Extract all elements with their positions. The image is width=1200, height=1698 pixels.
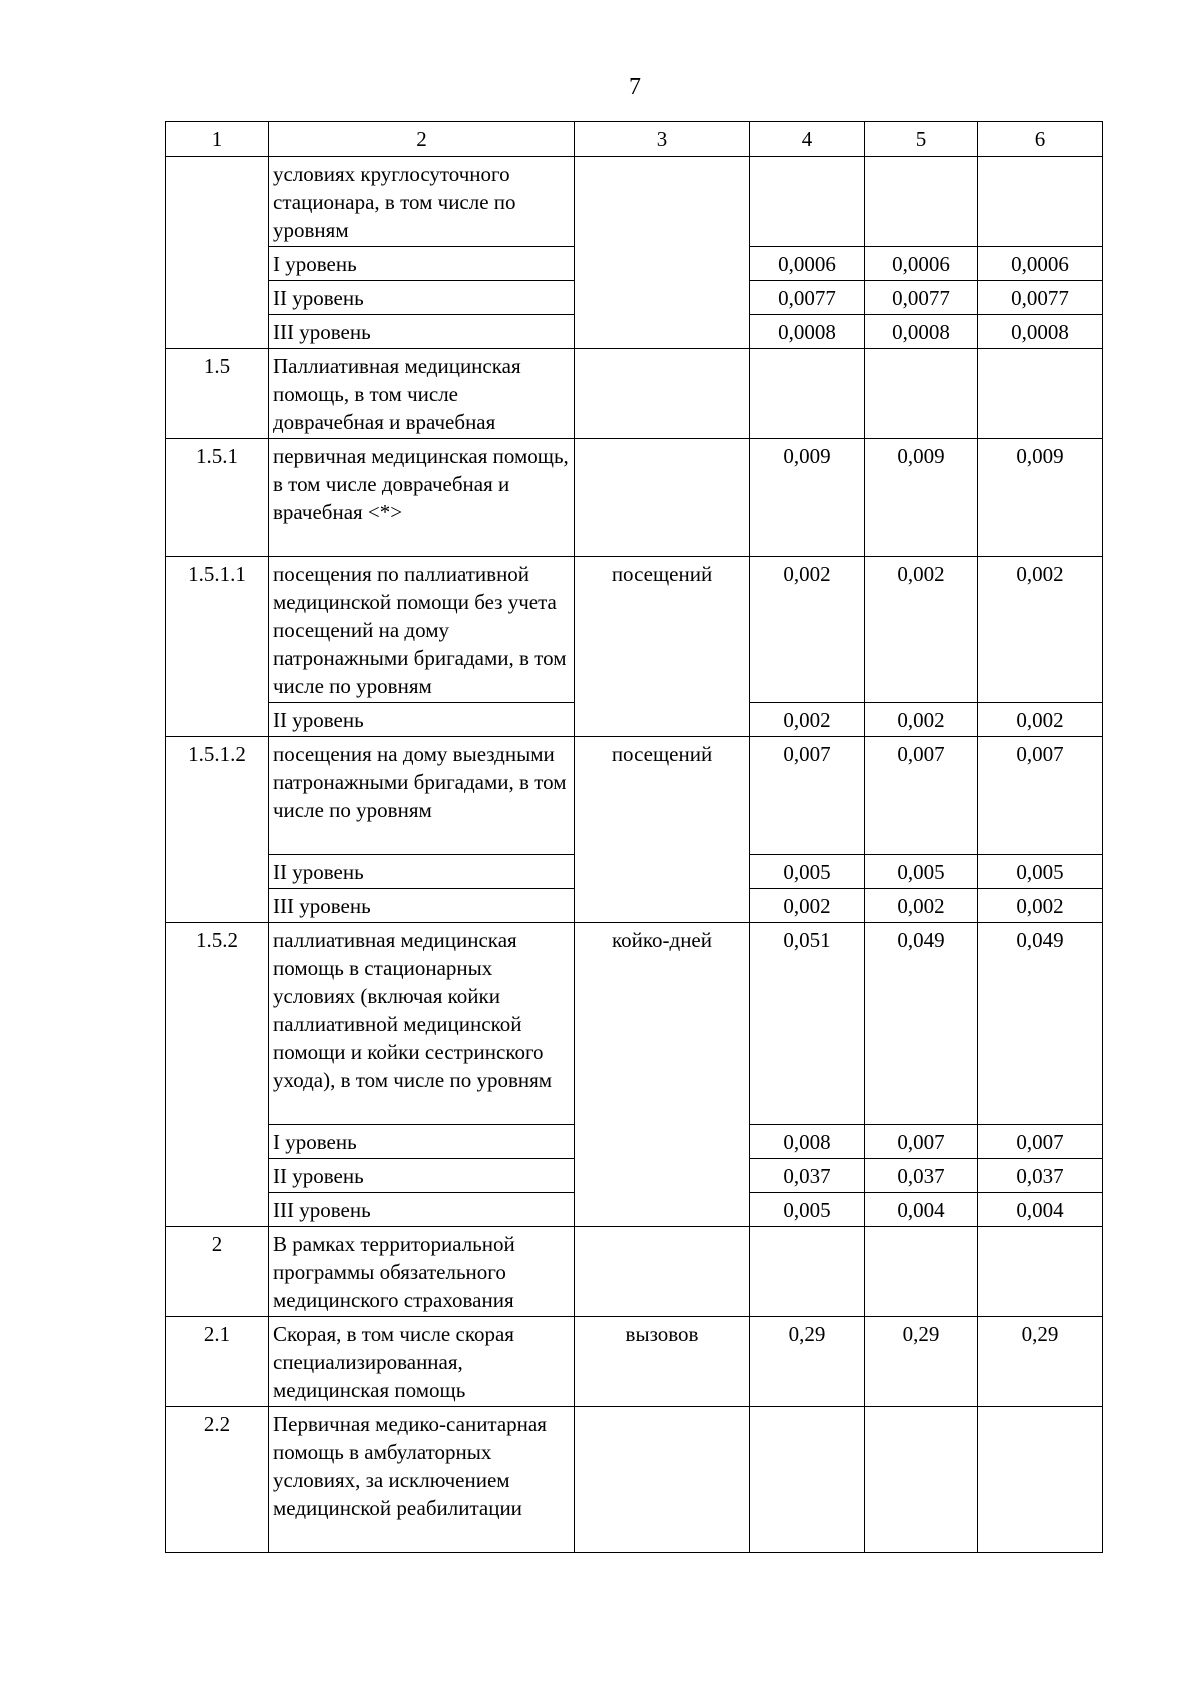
- row-number-cell: 1.5: [166, 349, 269, 439]
- value-col4: 0,002: [750, 557, 865, 703]
- value-col4: [750, 157, 865, 247]
- value-col4: [750, 1227, 865, 1317]
- value-col4: 0,005: [750, 1193, 865, 1227]
- value-col4: 0,051: [750, 923, 865, 1125]
- value-col6: 0,002: [978, 703, 1103, 737]
- row-unit: посещений: [575, 557, 750, 737]
- value-col4: 0,037: [750, 1159, 865, 1193]
- value-col4: 0,29: [750, 1317, 865, 1407]
- value-col6: 0,0077: [978, 281, 1103, 315]
- row-number-cell: [166, 157, 269, 349]
- value-col5: 0,0008: [865, 315, 978, 349]
- value-col4: 0,005: [750, 855, 865, 889]
- row-unit: вызовов: [575, 1317, 750, 1407]
- row-description: III уровень: [269, 315, 575, 349]
- value-col5: 0,007: [865, 1125, 978, 1159]
- row-number-cell: 2.2: [166, 1407, 269, 1553]
- table-header-row: [166, 122, 1103, 157]
- value-col6: 0,29: [978, 1317, 1103, 1407]
- value-col5: [865, 1227, 978, 1317]
- value-col5: 0,0077: [865, 281, 978, 315]
- value-col5: 0,004: [865, 1193, 978, 1227]
- row-number-cell: 1.5.1.2: [166, 737, 269, 923]
- value-col6: 0,005: [978, 855, 1103, 889]
- row-number-cell: 1.5.2: [166, 923, 269, 1227]
- row-description: II уровень: [269, 703, 575, 737]
- header-cell: 2: [269, 122, 575, 157]
- row-description: I уровень: [269, 1125, 575, 1159]
- value-col5: 0,049: [865, 923, 978, 1125]
- row-number-cell: 2.1: [166, 1317, 269, 1407]
- table-row: [166, 1317, 1103, 1407]
- value-col6: 0,0008: [978, 315, 1103, 349]
- value-col6: 0,004: [978, 1193, 1103, 1227]
- row-description: I уровень: [269, 247, 575, 281]
- row-description: Паллиативная медицинская помощь, в том числе доврачебная и врачебная: [269, 349, 575, 439]
- page-number: 7: [629, 74, 641, 100]
- value-col6: 0,049: [978, 923, 1103, 1125]
- row-description: условиях круглосуточного стационара, в том числе по уровням: [269, 157, 575, 247]
- value-col5: [865, 157, 978, 247]
- value-col6: 0,009: [978, 439, 1103, 557]
- row-description: II уровень: [269, 855, 575, 889]
- row-unit: [575, 349, 750, 439]
- header-cell: 6: [978, 122, 1103, 157]
- row-description: посещения на дому выездными патронажными бригадами, в том числе по уровням: [269, 737, 575, 855]
- value-col6: [978, 1227, 1103, 1317]
- value-col4: 0,009: [750, 439, 865, 557]
- value-col6: 0,007: [978, 737, 1103, 855]
- value-col6: 0,037: [978, 1159, 1103, 1193]
- table-row: [166, 157, 1103, 247]
- row-description: первичная медицинская помощь, в том числе доврачебная и врачебная <*>: [269, 439, 575, 557]
- value-col6: [978, 157, 1103, 247]
- value-col6: 0,002: [978, 889, 1103, 923]
- value-col4: 0,002: [750, 889, 865, 923]
- value-col4: [750, 1407, 865, 1553]
- row-unit: койко-дней: [575, 923, 750, 1227]
- row-unit: [575, 1407, 750, 1553]
- value-col5: 0,29: [865, 1317, 978, 1407]
- value-col6: [978, 349, 1103, 439]
- table-row: [166, 737, 1103, 855]
- row-unit: посещений: [575, 737, 750, 923]
- value-col4: 0,008: [750, 1125, 865, 1159]
- value-col5: 0,002: [865, 889, 978, 923]
- value-col5: 0,002: [865, 703, 978, 737]
- row-description: посещения по паллиативной медицинской помощи без учета посещений на дому патронажными бригадами, в том числе по уровням: [269, 557, 575, 703]
- header-cell: 5: [865, 122, 978, 157]
- value-col4: 0,002: [750, 703, 865, 737]
- row-unit: [575, 157, 750, 349]
- table-row: [166, 349, 1103, 439]
- value-col6: 0,0006: [978, 247, 1103, 281]
- row-number-cell: 1.5.1.1: [166, 557, 269, 737]
- table-row: [166, 923, 1103, 1125]
- row-unit: [575, 439, 750, 557]
- value-col4: [750, 349, 865, 439]
- row-description: II уровень: [269, 1159, 575, 1193]
- row-description: Первичная медико-санитарная помощь в амбулаторных условиях, за исключением медицинской реабилитации: [269, 1407, 575, 1553]
- row-description: паллиативная медицинская помощь в стационарных условиях (включая койки паллиативной медицинской помощи и койки сестринского ухода), в том числе по уровням: [269, 923, 575, 1125]
- value-col5: 0,005: [865, 855, 978, 889]
- header-cell: 3: [575, 122, 750, 157]
- row-description: III уровень: [269, 1193, 575, 1227]
- value-col4: 0,007: [750, 737, 865, 855]
- value-col6: 0,007: [978, 1125, 1103, 1159]
- row-description: Скорая, в том числе скорая специализированная, медицинская помощь: [269, 1317, 575, 1407]
- value-col6: [978, 1407, 1103, 1553]
- value-col5: 0,002: [865, 557, 978, 703]
- row-description: III уровень: [269, 889, 575, 923]
- value-col4: 0,0006: [750, 247, 865, 281]
- table-row: [166, 439, 1103, 557]
- value-col5: 0,007: [865, 737, 978, 855]
- value-col5: [865, 349, 978, 439]
- row-unit: [575, 1227, 750, 1317]
- value-col4: 0,0008: [750, 315, 865, 349]
- value-col5: 0,0006: [865, 247, 978, 281]
- row-description: II уровень: [269, 281, 575, 315]
- table-row: [166, 1407, 1103, 1553]
- table-row: [166, 557, 1103, 703]
- value-col5: 0,009: [865, 439, 978, 557]
- value-col4: 0,0077: [750, 281, 865, 315]
- header-cell: 4: [750, 122, 865, 157]
- row-number-cell: 2: [166, 1227, 269, 1317]
- table-row: [166, 1227, 1103, 1317]
- value-col6: 0,002: [978, 557, 1103, 703]
- value-col5: 0,037: [865, 1159, 978, 1193]
- header-cell: 1: [166, 122, 269, 157]
- row-description: В рамках территориальной программы обязательного медицинского страхования: [269, 1227, 575, 1317]
- norms-table: [165, 121, 1103, 1553]
- row-number-cell: 1.5.1: [166, 439, 269, 557]
- value-col5: [865, 1407, 978, 1553]
